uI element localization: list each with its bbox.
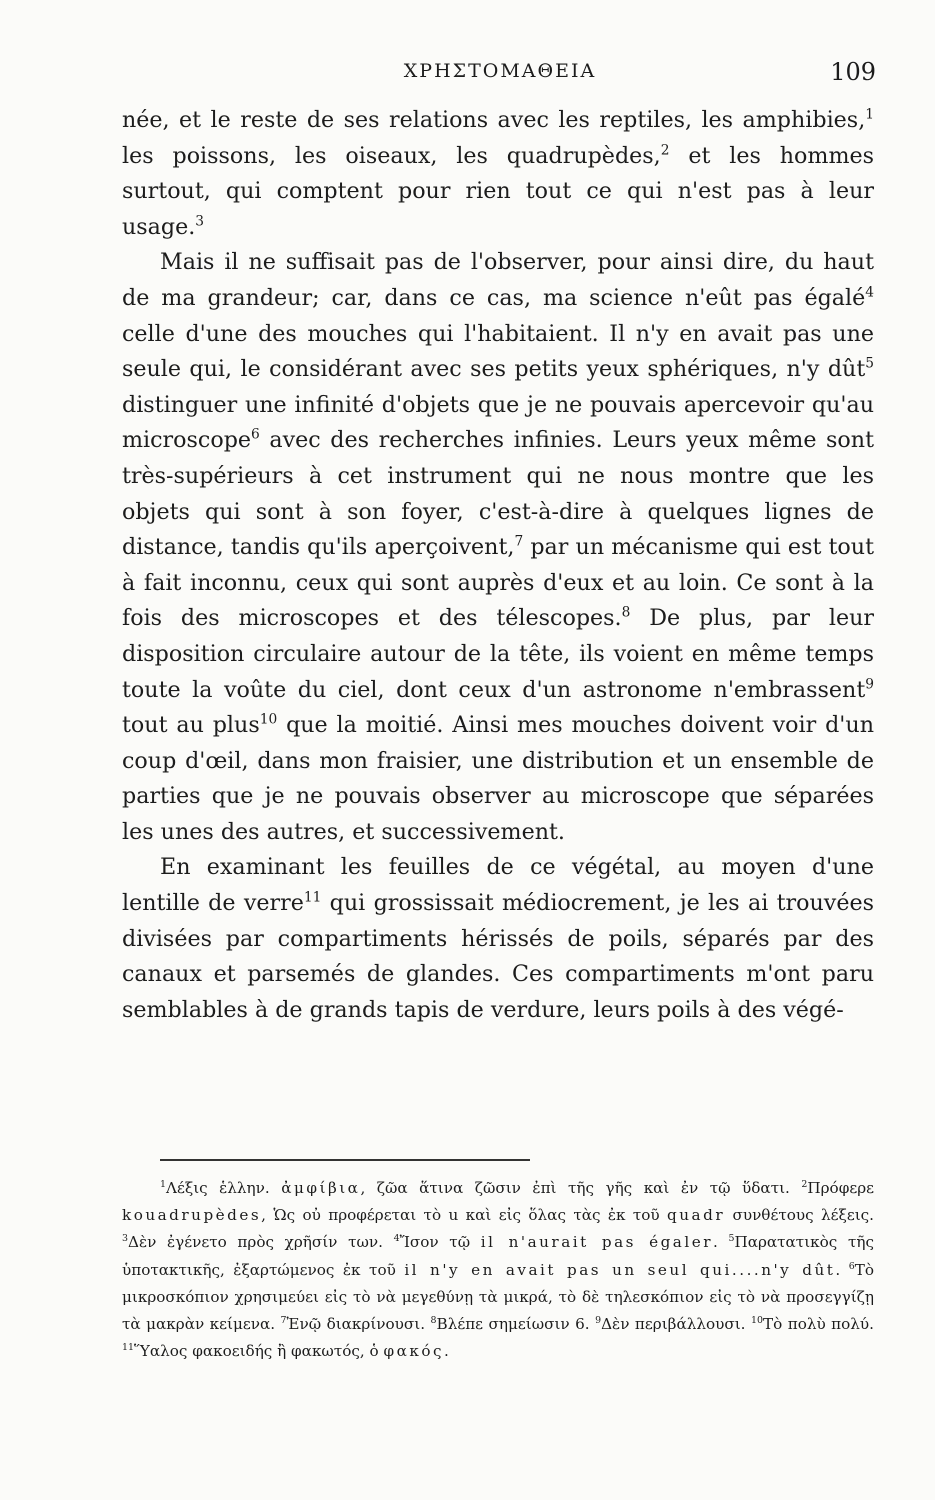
footnote-ref: 1 bbox=[865, 106, 874, 123]
running-title: ΧΡΗΣΤΟΜΑΘΕΙΑ bbox=[403, 60, 597, 82]
footnote-divider bbox=[160, 1159, 530, 1161]
footnote-ref: 9 bbox=[865, 675, 874, 692]
footnote-ref: 6 bbox=[251, 426, 260, 443]
footnote-ref: 7 bbox=[514, 533, 524, 550]
footnote-ref: 2 bbox=[660, 142, 670, 159]
footnote-ref: 4 bbox=[865, 284, 874, 301]
running-head bbox=[120, 58, 880, 88]
footnote-ref: 10 bbox=[259, 711, 278, 728]
footnote-ref: 5 bbox=[865, 355, 874, 372]
footnotes bbox=[122, 1175, 874, 1365]
paragraph-1: née, et le reste de ses relations avec les reptiles, les amphibies,$^1$ les poissons, les oiseaux, les quadrupèdes,$^2$ et les hommes surtout, qui comptent pour rien tout ce qui n'est pas à leur usage.$^3$ bbox=[122, 106, 874, 240]
footnote-ref: 11 bbox=[303, 889, 322, 906]
paragraph-2: Mais il ne suffisait pas de l'observer, pour ainsi dire, du haut de ma grandeur; car, dans ce cas, ma science n'eût pas égalé$^4$ celle d'une des mouches qui l'habitaient. Il n'y en avait pas une seule qui, le considérant avec ses petits yeux sphériques, n'y dût$^5$ distinguer une infinité d'objets que je ne pouvais apercevoir qu'au microscope$^6$ avec des recherches infinies. Leurs yeux même sont très-supérieurs à cet instrument qui ne nous montre que les objets qui sont à son foyer, c'est-à-dire à quelques lignes de distance, tandis qu'ils aperçoivent,$^7$ par un mécanisme qui est tout à fait inconnu, ceux qui sont auprès d'eux et au loin. Ce sont à la fois des microscopes et des télescopes.$^8$ De plus, par leur disposition circulaire autour de la tête, ils voient en même temps toute la voûte du ciel, dont ceux d'un astronome n'embrassent$^9$ tout au plus$^{10}$ que la moitié. Ainsi mes mouches doivent voir d'un coup d'œil, dans mon fraisier, une distribution et un ensemble de parties que je ne pouvais observer au microscope que séparées les unes des autres, et successivement. bbox=[122, 249, 874, 845]
main-text bbox=[122, 103, 874, 1028]
footnote-block: $^1$Λέξις ἑλλην. ἀμφίβια, ζῶα ἅτινα ζῶσιν ἐπὶ τῆς γῆς καὶ ἐν τῷ ὕδατι. $^2$Πρόφερε kouadrupèdes, Ὡς οὐ προφέρεται τὸ u καὶ εἰς ὅλας τὰς ἐκ τοῦ quadr συνθέτους λέξεις. $^3$Δὲν ἐγένετο πρὸς χρῆσίν των. $^4$Ἴσον τῷ il n'aurait pas égaler. $^5$Παρατατικὸς τῆς ὑποτακτικῆς, ἐξαρτώμενος ἐκ τοῦ il n'y en avait pas un seul qui....n'y dût. $^6$Τὸ μικροσκόπιον χρησιμεύει εἰς τὸ νὰ μεγεθύνῃ τὰ μικρά, τὸ δὲ τηλεσκόπιον εἰς τὸ νὰ προσεγγίζῃ τὰ μακρὰν κείμενα. $^7$Ἐνῷ διακρίνουσι. $^8$Βλέπε σημείωσιν 6. $^9$Δὲν περιβάλλουσι. $^{10}$Τὸ πολὺ πολύ. $^{11}$Ὕαλος φακοειδής ἢ φακωτός, ὁ φακός. bbox=[122, 1179, 874, 1361]
paragraph-3: En examinant les feuilles de ce végétal, au moyen d'une lentille de verre$^{11}$ qui grossissait médiocrement, je les ai trouvées divisées par compartiments hérissés de poils, séparés par des canaux et parsemés de glandes. Ces compartiments m'ont paru semblables à de grands tapis de verdure, leurs poils à des végé- bbox=[122, 854, 874, 1023]
footnote-ref: 3 bbox=[195, 213, 205, 230]
footnote-ref: 8 bbox=[621, 604, 631, 621]
page-number: 109 bbox=[830, 58, 876, 86]
